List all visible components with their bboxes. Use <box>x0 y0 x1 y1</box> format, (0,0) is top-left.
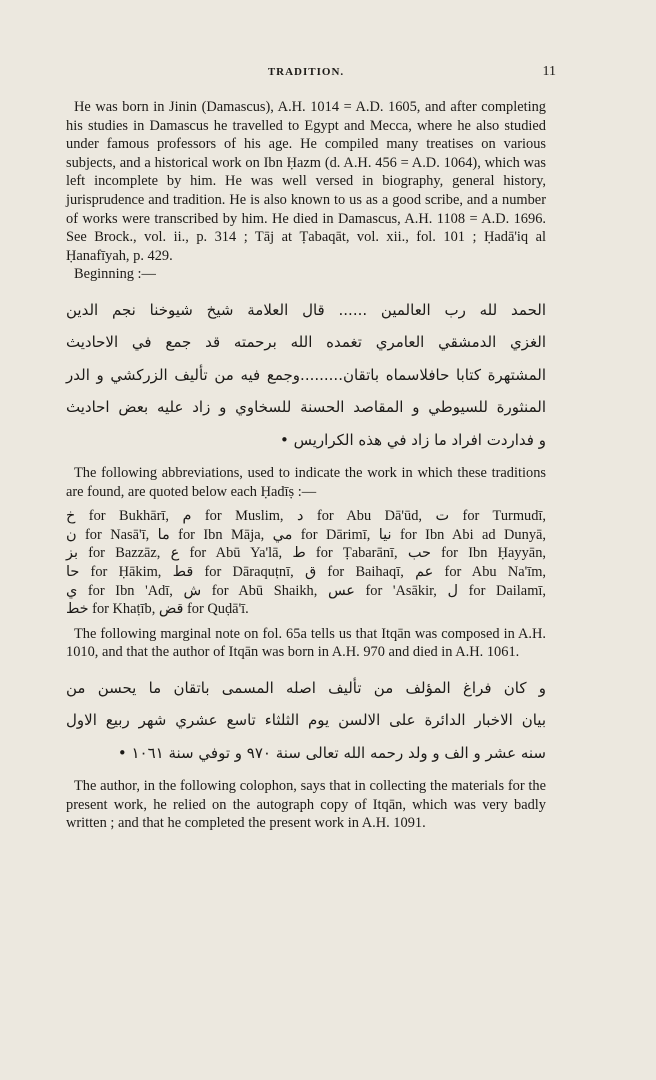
arabic-line: بيان الاخبار الدائرة على الالسن يوم الثلثاء تاسع عشري شهر ربيع الاول <box>66 711 546 730</box>
abbreviation-line: خ for Bukhārī, م for Muslim, د for Abu Dā'ūd, ت for Turmudī, <box>66 508 546 525</box>
arabic-line: الغزي الدمشقي العامري تغمده الله برحمته قد جمع في الاحاديث <box>66 333 546 352</box>
abbreviation-line: خط for Khaṭīb, قض for Quḍā'ī. <box>66 601 249 618</box>
beginning-label: Beginning :— <box>74 266 156 283</box>
arabic-line: و فداردت افراد ما زاد في هذه الكراريس • <box>280 430 546 449</box>
arabic-marginal-note <box>66 672 546 769</box>
arabic-line: سنه عشر و الف و ولد رحمه الله تعالى سنة ٩٧٠ و توفي سنة ١٠٦١ • <box>117 743 546 762</box>
marginal-note-paragraph: The following marginal note on fol. 65a tells us that Itqān was composed in A.H. 1010, and that the author of Itqān was born in A.H. 970 and died in A.H. 1061. <box>66 625 546 661</box>
abbreviation-list <box>66 507 546 619</box>
abbreviation-line: ن for Nasā'ī, ما for Ibn Māja, مي for Dārimī, نيا for Ibn Abi ad Dunyā, <box>66 526 547 543</box>
abbreviation-line: حا for Ḥākim, قط for Dāraquṭnī, ق for Baihaqī, عم for Abu Na'īm, <box>66 563 547 580</box>
abbreviation-line: بز for Bazzāz, ع for Abū Ya'lā, ط for Ṭabarānī, حب for Ibn Ḥayyān, <box>66 545 546 562</box>
running-head <box>66 64 556 88</box>
page-number: 11 <box>542 64 556 79</box>
running-title: TRADITION. <box>267 66 345 78</box>
arabic-line: الحمد لله رب العالمين ...... قال العلامة شيخ شيوخنا نجم الدين <box>66 300 546 319</box>
arabic-beginning-text <box>66 294 546 456</box>
arabic-line: المشتهرة كتابا حافلاسماه باتقان.........وجمع فيه من تأليف الزركشي و الدر <box>66 365 546 384</box>
abbreviations-intro: The following abbreviations, used to indicate the work in which these traditions are found, are quoted below each Ḥadīṣ :— <box>66 464 546 500</box>
arabic-line: و كان فراغ المؤلف من تأليف اصله المسمى باتقان ما يحسن من <box>66 678 546 697</box>
abbreviation-line: ي for Ibn 'Adī, ش for Abū Shaikh, عس for 'Asākir, ل for Dailamī, <box>66 582 546 599</box>
biography-paragraph: He was born in Jinin (Damascus), A.H. 1014 = A.D. 1605, and after completing his studies in Damascus he travelled to Egypt and Mecca, where he also studied under famous professors of his age. He compiled many treatises on various subjects, and a historical work on Ibn Ḥazm (d. A.H. 456 = A.D. 1064), which was left incomplete by him. He was well versed in biography, general history, jurisprudence and tradition. He is also known to us as a good scribe, and a number of works were transcribed by him. He died in Damascus, A.H. 1108 = A.D. 1696. See Brock., vol. ii., p. 314 ; Tāj at Ṭabaqāt, vol. xii., fol. 101 ; Ḥadā'iq al Ḥanafīyah, p. 429. <box>66 99 546 264</box>
colophon-paragraph: The author, in the following colophon, says that in collecting the materials for the present work, he relied on the autograph copy of Itqān, which was very badly written ; and that he completed the present work in A.H. 1091. <box>66 778 546 832</box>
arabic-line: المنثورة للسيوطي و المقاصد الحسنة للسخاوي و زاد عليه بعض احاديث <box>66 398 546 417</box>
